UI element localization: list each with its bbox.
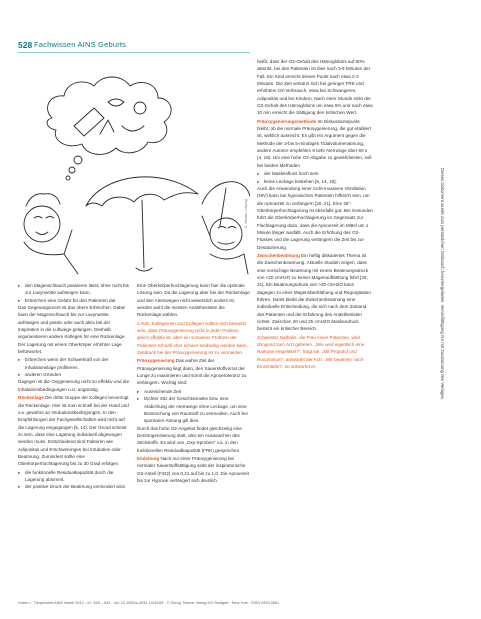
bullet-item: ▸ Ausreichende Zeit [137,388,250,395]
bullet-list [257,170,373,185]
middle-column [137,282,250,485]
left-column [18,282,130,491]
header-rule [18,52,250,53]
paragraph: Eine Oberkörperhochlagerung kann hier die optimale Lösung sein. Da die Lagerung aber bei der Rückenlage und den Atemwegen nicht wesentlich anders ist, werden wohl die meisten Anästhesisten die Rückenlage wählen. [137,283,250,318]
section-heading: Zwischenbeatmung [257,252,300,258]
bullet-list [137,388,250,425]
bullet-item: ▸ Dichter Sitz der Gesichtsmaske bzw. eine Abdichtung der Atemwege ohne Leckage, um eine Beimischung von Raumluft zu vermeiden. Auch bei spontaner Atmung gilt dies. [137,395,250,424]
paragraph: Ein heftig diskutiertes Thema ist die Zwischenbeatmung. Aktuelle Studien zeigen, dass eine vorsichtige Beatmung mit einem Beatmungsdruck von <20 cmH2O zu keiner Magenaufblähung führt [20, 21]. Ein Beatmungsdruck von >20 cmH2O kann dagegen zu einer Magenüberblähung und Regurgitation führen. Damit bleibt die Zwischenbeatmung eine individuelle Entscheidung, die sich nach dem Zustand des Patienten und der Erfahrung des Anästhesisten richtet. Zwischen 20 und 25 cmH2O Maskendruck besteht ein kritischer Bereich. [257,252,371,332]
paragraph: Das wahre Ziel der Präoxygenierung liegt darin, den Sauerstoffvorrat der Lunge zu maximieren und somit die Apnoetoleranz zu verlängern. Wichtig sind: [137,358,247,386]
bullet-item: ▸ Erbrechen eine Gefahr für den Patienten dar. [18,297,130,304]
bullet-item: ▸ die funktionelle Residualkapazität durch die Lagerung abnimmt. [18,469,130,484]
page-header [0,0,481,60]
paragraph: heißt, dass der O2-Gehalt des Hämoglobins auf 80% absinkt, bei den Patienten ist dies nach 3-6 Minuten der Fall. Ein Kind erreicht diesen Punkt nach etwa 2-3 Minuten. Die Zeit verkürzt sich bei geringer FRK und erhöhtem O2-Verbrauch, etwa bei Schwangeren, Adipositas und bei Kindern. Nach einer Stunde sinkt der O2-Gehalt des Hämoglobins um etwa 5% und nach etwa 10 min erreicht die Sättigung den kritischen Wert. [257,59,373,116]
paragraph: Dagegen ist die Oxygenierung nicht so effektiv und die Inhalationsbedingungen u.U. ungünstig. [18,379,130,392]
bullet-list-bottom [18,469,130,491]
bullet-item: ▸ der positive Druck der Beatmung vermindert wird. [18,483,130,490]
running-title: Fachwissen AINS Geburts [34,40,127,49]
bullet-item: ▸ keine Leckage bestehen [6, 14, 19]. [257,178,373,185]
right-column [257,58,373,371]
page-number: 528 [18,40,33,50]
paragraph: Das Gegenargument ist das obere Erbrechen. Dabei kann der Magenschlauch bis zur Lavynwötte aufsteigen und passiv oder auch aktiv bei der Inspiration in die Luftwege gelangen. Deshalb argumentieren andere Kollegen für eine Rückenlage. Der Lagerung mit einem Oberkörper erhöhter Lage befürwortet. [18,305,126,355]
cave-note: CAVE: Kolleginnen und Kollegen sollten sich bewusst sein, dass Präoxygenierung nicht in jeder Position gleich effektiv ist, aber ein schweres Problem der Patienten schnell eher schwer beidseitig werden kann. Zeitdruck bei der Präoxygenierung ist zu vermeiden. [137,320,248,356]
footer-citation: Huber L. Tierpendels AINS Nahrb 2012 ; 47: 526 – 533 · doi: 10.1055/s-0032-1315183 · © Georg Thieme Verlag KG Stuttgart · New York · ISSN 0939-2661 [18,601,280,605]
section-heading: Präoxygenierung [137,358,175,364]
bullet-item: ▸ anderen Gründen [18,371,130,378]
download-note-text: Dieses Dokument wurde zum persönlichen Gebrauch heruntergeladen. Vervielfältigung nur mit Zustimmung des Verlages. [440,168,445,401]
download-note [437,168,449,598]
section-heading: Einleitung [137,455,160,461]
paragraph: Die dritte Gruppe der Kollegen bevorzugt die Rückenlage. Hier ist man schnell bei der Hand und v.a. gewöhnt an Intubationsbedingungen. In den Empfehlungen der Fachgesellschaften wird nicht auf die Lagerung eingegangen [5, 14]. Der Grund scheint zu sein, dass eine Lagerung individuell abgewogen werden muss. Entscheidend sind Faktoren wie Adipositas und Erschwerungen bei Intubation oder Beatmung. Zumindest sollte eine Oberkörperhochlagerung bis zu 30 Grad erfolgen. [18,395,129,467]
bullet-item: ▸ den Magenschlauch passieren lässt, ohne nicht bis zur Lavynwötte aufsteigen kann. [18,282,130,297]
case-quote: Schwester Nathalie, die Frau eines Patienten, wird dringend zum Arzt gebeten. „Wie wird eigentlich eine Narkose eingeleitet?“, fragt sie. „Mit Propofol und Rocuronium“, antwortet der Arzt. „Wir beatmen nach Einschlafen“, so antwortet er. [257,334,365,370]
bullet-list-top [18,282,130,304]
cartoon-illustration [12,56,250,284]
paragraph: Nach nur einer Präoxygenierung bei normaler Sauerstoffsättigung sinkt der inspiratorische O2-Anteil (FiO2) von 0,21 auf bis zu 1,0. Die Apnoezeit bis zur Hypoxie verlängert sich deutlich. [137,455,249,483]
paragraph: Durch das hohe O2-Angebot findet gleichzeitig eine Denitrogenisierung statt, also ein Auswaschen des Stickstoffs. Es wird von „Oxy-Sproben“ v.a. in den funktionellen Residualkapazität (FRK) gesprochen. [137,425,242,453]
section-heading: Rückenlage [18,395,44,401]
paragraph: Auch die Anwendung einer nicht-invasiven Ventilation (NIV) kann bei hypoxischen Patienten hilfreich sein, um die Apnoezeit zu verlängern [20, 21]. Eine 25°-Oberkörperhochlagerung ist ebenfalls gut. Bei Gesunden führt die Oberkörperhochlagerung im Gegensatz zur Flachlagerung dazu, dass die Apnoezeit im Mittel um 1 Minute länger ausfällt. Auch die Erhöhung des O2-Flusses und die Lagerung verlängern die Zeit bis zur Desaturierung. [257,185,373,250]
bullet-item: ▸ Erbrechen wenn der Schwerkraft von der Inhalationslage profitieren. [18,356,130,371]
section-heading: Präoxygenierungsmethode [257,118,317,124]
paragraph: Im Diskussionspunkt bleibt, ob die normale Präoxygenierung, die gut etabliert ist, wirklich ausreicht. Es gibt ein Argument gegen die Methode der 3-bis 5-minütigen Tidalvolumenatmung, andere Autoren empfehlen 8 tiefe Atemzüge über 60 s (4, 18). Um eine hohe O2-Abgabe zu gewährleisten, soll bei beiden Methoden [257,118,372,168]
illustration-credit: C. Hauser, Leipzig [244,199,248,228]
bullet-item: ▸ der Maskenfluss hoch sein [257,170,373,177]
bullet-list-mid [18,356,130,378]
